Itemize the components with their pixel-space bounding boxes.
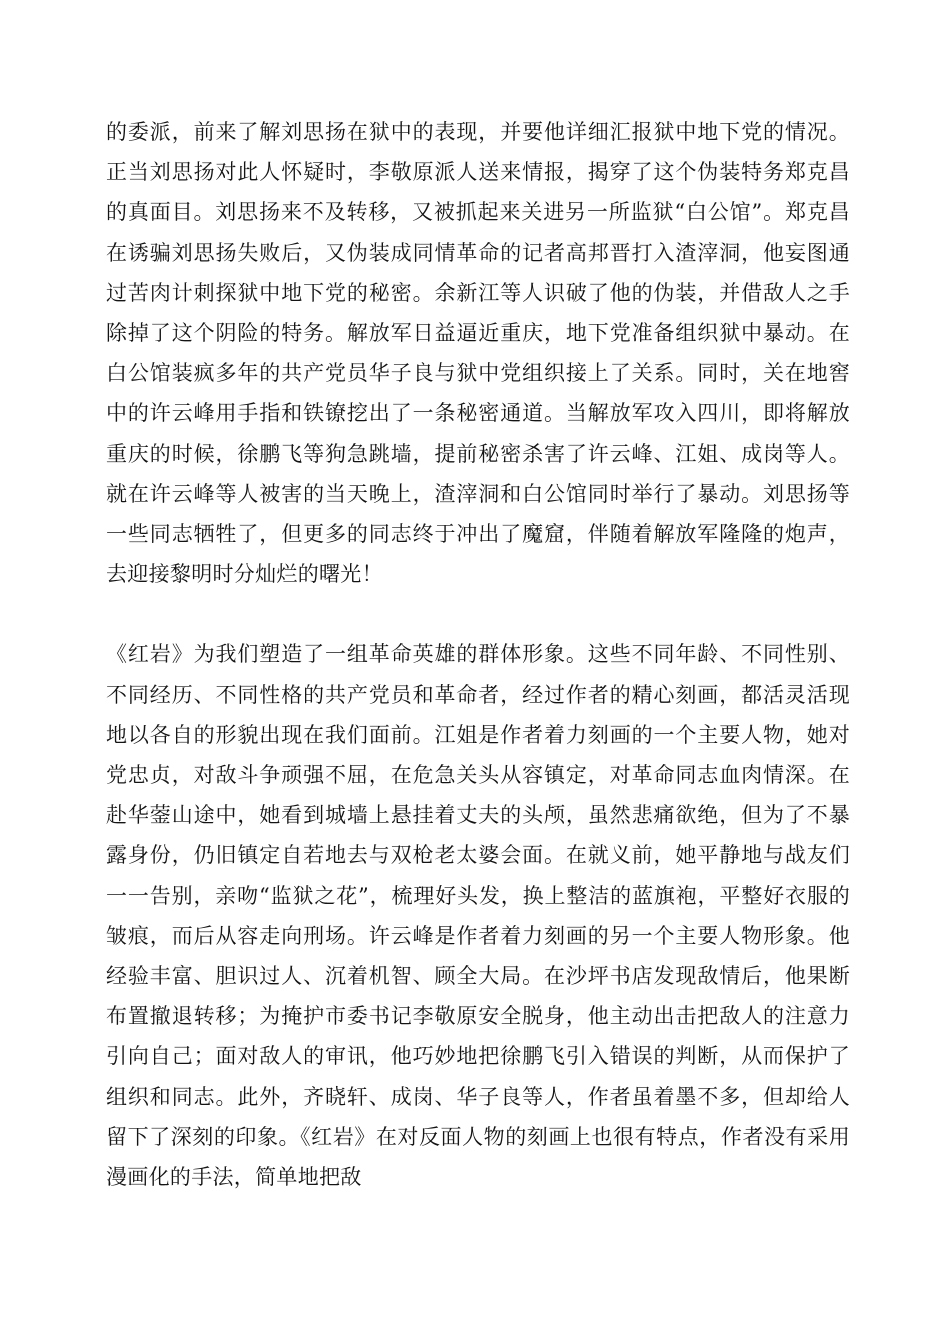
paragraph-plot-summary: 的委派，前来了解刘思扬在狱中的表现，并要他详细汇报狱中地下党的情况。正当刘思扬对此人怀疑时，李敬原派人送来情报，揭穿了这个伪装特务郑克昌的真面目。刘思扬来不及转移，又被抓起来关进另一所监狱“白公馆”。郑克昌在诱骗刘思扬失败后，又伪装成同情革命的记者高邦晋打入渣滓洞，他妄图通过苦肉计刺探狱中地下党的秘密。余新江等人识破了他的伪装，并借敌人之手除掉了这个阴险的特务。解放军日益逼近重庆，地下党准备组织狱中暴动。在白公馆装疯多年的共产党员华子良与狱中党组织接上了关系。同时，关在地窖中的许云峰用手指和铁镣挖出了一条秘密通道。当解放军攻入四川，即将解放重庆的时候，徐鹏飞等狗急跳墙，提前秘密杀害了许云峰、江姐、成岗等人。就在许云峰等人被害的当天晚上，渣滓洞和白公馆同时举行了暴动。刘思扬等一些同志牺牲了，但更多的同志终于冲出了魔窟，伴随着解放军隆隆的炮声，去迎接黎明时分灿烂的曙光！ (106, 120, 850, 587)
document-body (106, 112, 850, 1197)
paragraph-character-analysis: 《红岩》为我们塑造了一组革命英雄的群体形象。这些不同年龄、不同性别、不同经历、不同性格的共产党员和革命者，经过作者的精心刻画，都活灵活现地以各自的形貌出现在我们面前。江姐是作者着力刻画的一个主要人物，她对党忠贞，对敌斗争顽强不屈，在危急关头从容镇定，对革命同志血肉情深。在赴华蓥山途中，她看到城墙上悬挂着丈夫的头颅，虽然悲痛欲绝，但为了不暴露身份，仍旧镇定自若地去与双枪老太婆会面。在就义前，她平静地与战友们一一告别，亲吻“监狱之花”，梳理好头发，换上整洁的蓝旗袍，平整好衣服的皱痕，而后从容走向刑场。许云峰是作者着力刻画的另一个主要人物形象。他经验丰富、胆识过人、沉着机智、顾全大局。在沙坪书店发现敌情后，他果断布置撤退转移；为掩护市委书记李敬原安全脱身，他主动出击把敌人的注意力引向自己；面对敌人的审讯，他巧妙地把徐鹏飞引入错误的判断，从而保护了组织和同志。此外，齐晓轩、成岗、华子良等人，作者虽着墨不多，但却给人留下了深刻的印象。《红岩》在对反面人物的刻画上也很有特点，作者没有采用漫画化的手法，简单地把敌 (106, 642, 850, 1190)
paragraph-gap (106, 594, 850, 634)
